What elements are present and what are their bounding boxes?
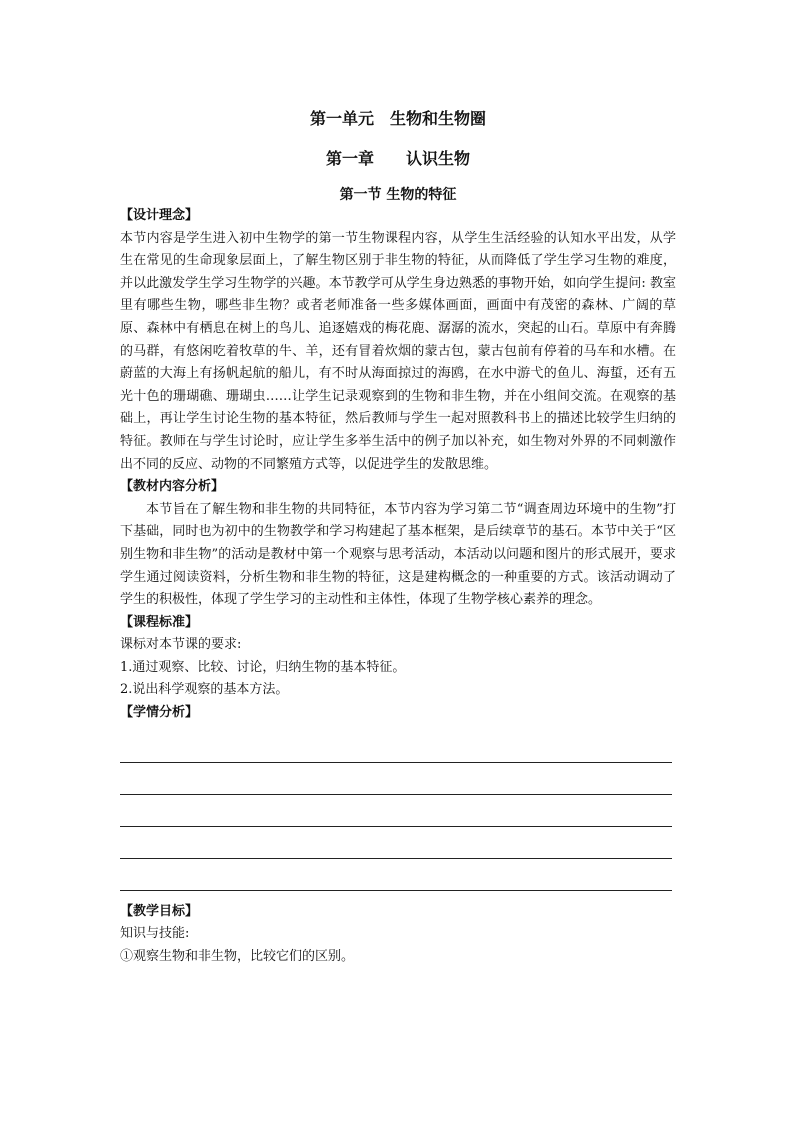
blank-line[interactable]	[120, 731, 672, 763]
document-content	[120, 205, 676, 968]
section-title: 第一节 生物的特征	[339, 187, 457, 203]
design-heading: 【设计理念】	[120, 208, 199, 223]
standard-item-2: 2.说出科学观察的基本方法。	[120, 682, 289, 698]
analysis-heading: 【教材内容分析】	[120, 479, 225, 495]
blank-line[interactable]	[120, 859, 672, 891]
blank-line[interactable]	[120, 795, 672, 827]
goals-subheading: 知识与技能:	[120, 926, 190, 942]
standard-intro: 课标对本节课的要求:	[120, 637, 242, 653]
learner-blank-lines	[120, 731, 676, 891]
standard-heading: 【课程标准】	[120, 614, 199, 630]
goals-item-1: ①观察生物和非生物，比较它们的区别。	[120, 948, 355, 964]
blank-line[interactable]	[120, 827, 672, 859]
unit-title: 第一单元 生物和生物圈	[309, 109, 486, 128]
chapter-title: 第一章 认识生物	[325, 149, 470, 168]
design-paragraph: 本节内容是学生进入初中生物学的第一节生物课程内容，从学生生活经验的认知水平出发，从学生在常见的生命现象层面上，了解生物区别于非生物的特征，从而降低了学生学习生物的难度，并以此激发学生学习生物学的兴趣。本节教学可从学生身边熟悉的事物开始，如向学生提问: 教室里有哪些生物，哪些非生物？或者老师准备一些多媒体画面，画面中有茂密的森林、广阔的草原、森林中有栖息在树上的鸟儿、追逐嬉戏的梅花鹿、潺潺的流水，突起的山石。草原中有奔腾的马群，有悠闲吃着牧草的牛、羊，还有冒着炊烟的蒙古包，蒙古包前有停着的马车和水槽。在蔚蓝的大海上有扬帆起航的船儿，有不时从海面掠过的海鸥，在水中游弋的鱼儿、海蜇，还有五光十色的珊瑚礁、珊瑚虫……让学生记录观察到的生物和非生物，并在小组间交流。在观察的基础上，再让学生讨论生物的基本特征，然后教师与学生一起对照教科书上的描述比较学生归纳的特征。教师在与学生讨论时，应让学生多举生活中的例子加以补充，如生物对外界的不同刺激作出不同的反应、动物的不同繁殖方式等，以促进学生的发散思维。	[120, 230, 676, 472]
analysis-paragraph: 本节旨在了解生物和非生物的共同特征，本节内容为学习第二节“调查周边环境中的生物”打下基础，同时也为初中的生物教学和学习构建起了基本框架，是后续章节的基石。本节中关于“区别生物和非生物”的活动是教材中第一个观察与思考活动，本活动以问题和图片的形式展开，要求学生通过阅读资料，分析生物和非生物的特征，这是建构概念的一种重要的方式。该活动调动了学生的积极性，体现了学生学习的主动性和主体性，体现了生物学核心素养的理念。	[120, 501, 676, 608]
goals-heading: 【教学目标】	[120, 903, 199, 919]
blank-line[interactable]	[120, 763, 672, 795]
learner-heading: 【学情分析】	[120, 705, 199, 721]
standard-item-1: 1.通过观察、比较、讨论，归纳生物的基本特征。	[120, 659, 406, 675]
